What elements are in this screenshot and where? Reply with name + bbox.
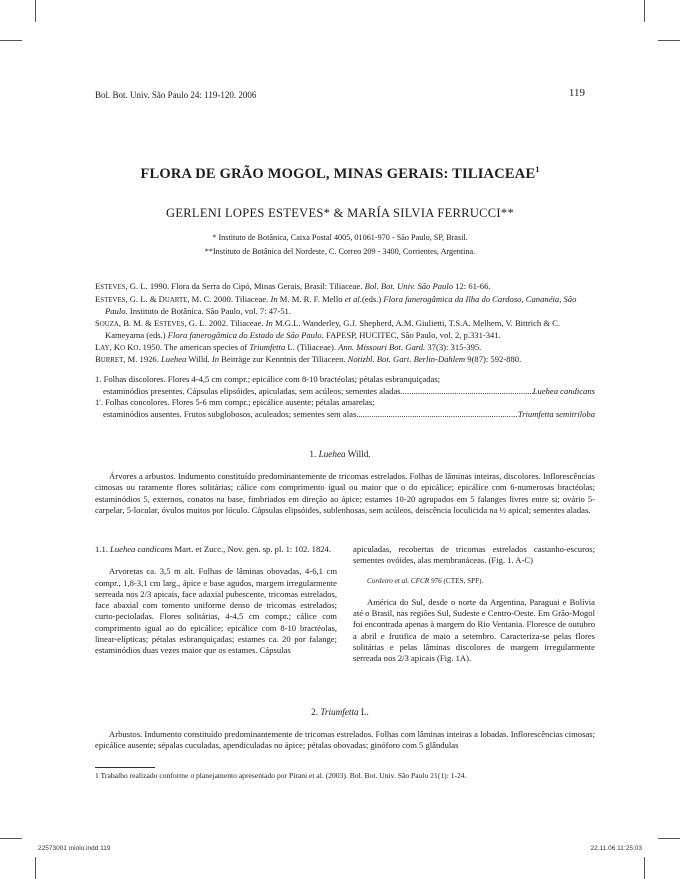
print-slug-left: 22573001 miolo.indd 119 [38, 845, 111, 852]
ref-authors: ESTEVES, G. L. 1990. [95, 281, 170, 291]
key-couplet-2: 1'. Folhas concolores. Flores 5-6 mm compr.; epicálice ausente; pétalas amarelas; [95, 397, 375, 407]
genus-heading [0, 449, 680, 459]
right-column [353, 544, 595, 665]
crop-mark [644, 0, 645, 22]
key-couplet-1-lead [95, 386, 595, 398]
genus-author: Willd. [345, 449, 371, 459]
crop-mark [644, 857, 645, 879]
species-description: Arvoretas ca. 3,5 m alt. Folhas de lâminas obovadas, 4-6,1 cm compr., 1,8-3,1 cm larg., ápice e base agudos, margem irregularmente serreada nos 2/3 apicais, face adaxial pubescente, tricomas estrelados, face abaxial com tomento uniforme denso de tricomas estrelados; curto-pecioladas. Flores solitárias, 4-4,5 cm compr.; cálice com comprimento igual ao do epicálice; epicálice com 8-10 bractéolas, linear-elípticas; pétalas esbranquiçadas; estames ca. 20 por falange; estaminódios duas vezes maior que os estames. Cápsulas [95, 566, 337, 656]
species-number: 1.1. [95, 544, 111, 554]
key-text: estaminódios ausentes. Frutos subglobosos, aculeados; sementes sem alas [103, 408, 357, 419]
leader-dots [356, 409, 518, 421]
authors: GERLENI LOPES ESTEVES* & MARÍA SILVIA FERRUCCI** [166, 206, 514, 220]
genus-description: Arbustos. Indumento constituído predominantemente de tricomas estrelados. Folhas com lâminas inteiras a lobadas. Inflorescências cimosas; epicálice ausente; sépalas cuculadas, apendiculadas no ápice; pétalas obovadas; ginóforo com 5 glândulas [95, 729, 595, 751]
crop-mark [35, 0, 36, 22]
species-description-cont: apiculadas, recobertas de tricomas estrelados castanho-escuros; sementes ovóides, alas membranáceas. (Fig. 1. A-C) [353, 544, 595, 566]
genus-name: Luehea [318, 449, 346, 459]
running-header: Bol. Bot. Univ. São Paulo 24: 119-120. 2006 [95, 90, 257, 100]
genus-heading [0, 707, 680, 717]
distribution: América do Sul, desde o norte da Argentina, Paraguai e Bolívia até o Brasil, nas regiões Sul, Sudeste e Centro-Oeste. Em Grão-Mogol foi encontrada apenas à margem do Rio Ventania. Floresce de outubro a abril e frutifica de maio a setembro. Caracteriza-se pelas flores solitárias e pelas lâminas discolores de margem irregularmente serreada nos 2/3 apicais (Fig. 1A). [353, 596, 595, 664]
identification-key [95, 374, 595, 420]
genus-author: L. [358, 707, 369, 717]
affiliation-2: **Instituto de Botânica del Nordeste, C. Correo 209 - 3400, Corrientes, Argentina. [204, 247, 476, 256]
collector: Cordeiro et al. CFCR 976 [367, 576, 442, 585]
genus-name: Triumfetta [320, 707, 359, 717]
title-text: FLORA DE GRÃO MOGOL, MINAS GERAIS: TILIACEAE [140, 165, 536, 182]
crop-mark [0, 838, 22, 839]
species-name: Luehea candicans [110, 544, 173, 554]
references [95, 281, 595, 367]
species-heading [95, 544, 337, 555]
reference: ESTEVES, G. L. 1990. Flora da Serra do Cipó, Minas Gerais, Brasil: Tiliaceae. Bol. Bot. Univ. São Paulo 12: 61-66. [95, 281, 491, 291]
reference: SOUZA, B. M. & ESTEVES, G. L. 2002. Tiliaceae. In M.G.L. Wanderley, G.J. Shepherd, A.M. Giulietti, T.S.A. Melhem, V. Bittrich & C. Kameyama (eds.) Flora fanerogâmica do Estado de São Paulo. FAPESP, HUCITEC, São Paulo, vol. 2, p.331-341. [95, 317, 561, 340]
title-footnote-mark: 1 [535, 165, 540, 174]
herbaria: (CTES, SPF). [441, 576, 484, 585]
heading-number: 1. [309, 449, 319, 459]
reference: LAY, KO KO. 1950. The american species of Triumfetta L. (Tiliaceae). Ann. Missouri Bot. Gard. 37(3): 315-395. [95, 341, 482, 352]
crop-mark [0, 40, 22, 41]
key-couplet-1: 1. Folhas discolores. Flores 4-4,5 cm compr.; epicálice com 8-10 bractéolas; pétalas esbranquiçadas; [95, 374, 441, 384]
specimen-examined [353, 576, 595, 587]
crop-mark [35, 857, 36, 879]
article-title [0, 165, 680, 183]
crop-mark [658, 40, 680, 41]
key-text: estaminódios presentes. Cápsulas elipsóides, apiculadas, sem acúleos; sementes aladas [103, 385, 401, 396]
leader-dots [401, 386, 533, 398]
key-couplet-2-lead [95, 409, 595, 421]
reference: BURRET, M. 1926. Luehea Willd. In Beiträge zur Kenntnis der Tiliaceen. Notizbl. Bot. Gart. Berlin-Dahlem 9(87): 592-880. [95, 354, 522, 364]
crop-mark [658, 838, 680, 839]
print-slug-right: 22.11.06 11:25:03 [590, 845, 642, 852]
footnote: 1 Trabalho realizado conforme o planejamento apresentado por Pirani et al. (2003). Bol. Bot. Univ. São Paulo 21(1): 1-24. [95, 771, 467, 780]
heading-number: 2. [311, 707, 321, 717]
affiliation-1: * Instituto de Botânica, Caixa Postal 4005, 01061-970 - São Paulo, SP, Brasil. [212, 233, 468, 242]
footnote-rule [95, 767, 155, 768]
key-result: Luehea candicans [532, 385, 595, 396]
species-citation: Mart. et Zucc., Nov. gen. sp. pl. 1: 102. 1824. [172, 544, 331, 554]
genus-description: Árvores a arbustos. Indumento constituído predominantemente de tricomas estrelados. Folhas de lâminas inteiras, discolores. Inflorescências cimosas ou raramente flores solitárias; cálice com comprimento igual ou maior que o do epicálice; epicálice com 6-numerosas bractéolas; estaminódios 5, externos, conatos na base, fimbriados em direção ao ápice; estames 10-20 agrupados em 5 falanges livres entre si; ovário 5-carpelar, 5-locular, óvulos muitos por lóculo. Cápsulas elipsóides, sublenhosas, sem acúleos, deiscência loculicida na ½ apical; sementes aladas. [95, 471, 595, 515]
key-result: Triumfetta semitriloba [517, 408, 595, 419]
left-column [95, 544, 337, 657]
reference: ESTEVES, G. L. & DUARTE, M. C. 2000. Tiliaceae. In M. M. R. F. Mello et al.(eds.) Flora fanerogâmica da Ilha do Cardoso, Cananéia, São Paulo. Instituto de Botânica. São Paulo, vol. 7: 47-51. [95, 293, 577, 316]
page-number: 119 [568, 87, 585, 99]
